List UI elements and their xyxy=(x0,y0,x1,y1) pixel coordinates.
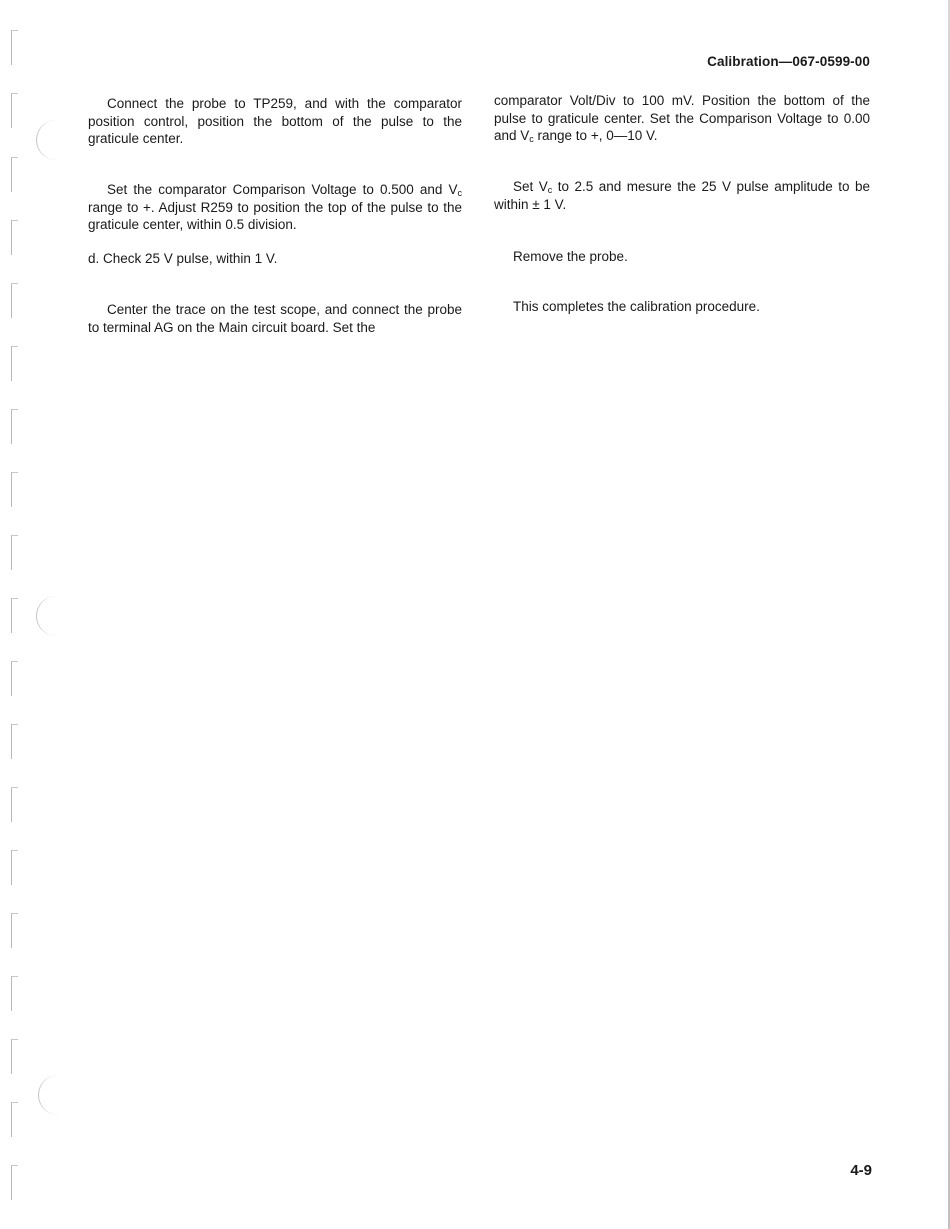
binder-mark xyxy=(11,283,18,318)
binder-mark xyxy=(11,93,18,128)
subscript: c xyxy=(529,134,534,144)
binder-mark xyxy=(11,661,18,696)
page-number: 4-9 xyxy=(850,1162,872,1179)
step-paragraph: Center the trace on the test scope, and connect the probe to terminal AG on the Main circuit board. Set the xyxy=(88,302,462,335)
binder-mark xyxy=(11,157,18,192)
check-step: d. Check 25 V pulse, within 1 V. xyxy=(88,251,278,266)
binder-mark xyxy=(11,1165,18,1200)
step-paragraph: comparator Volt/Div to 100 mV. Position the bottom of the pulse to graticule center. Set the Comparison Voltage to 0.00 and $V_c$ range to +, 0—10 V. xyxy=(494,93,870,144)
binder-mark xyxy=(11,724,18,759)
binder-hole xyxy=(36,596,77,636)
binder-mark xyxy=(11,1102,18,1137)
step-paragraph: Connect the probe to TP259, and with the comparator position control, position the bottom of the pulse to the graticule center. xyxy=(88,96,462,146)
binder-mark xyxy=(11,409,18,444)
subscript: c xyxy=(547,185,553,195)
step-paragraph: Set $V_c$ to 2.5 and mesure the 25 V pulse amplitude to be within ± 1 V. xyxy=(494,179,870,212)
step-paragraph: Remove the probe. xyxy=(513,249,628,264)
step-paragraph: Set the comparator Comparison Voltage to 0.500 and $V_c$ range to +. Adjust R259 to position the top of the pulse to the graticule center, within 0.5 division. xyxy=(88,182,462,232)
binder-mark xyxy=(11,913,18,948)
closing-paragraph: This completes the calibration procedure. xyxy=(513,299,760,314)
binder-mark xyxy=(11,598,18,633)
binder-mark xyxy=(11,850,18,885)
page-header: Calibration—067-0599-00 xyxy=(707,54,870,69)
subscript: c xyxy=(457,188,462,198)
binder-mark xyxy=(11,346,18,381)
binder-mark xyxy=(11,787,18,822)
binder-mark xyxy=(11,535,18,570)
binder-mark xyxy=(11,1039,18,1074)
binder-mark xyxy=(11,220,18,255)
binder-hole xyxy=(38,1075,79,1115)
binder-hole xyxy=(36,120,77,160)
binder-mark xyxy=(11,30,18,65)
binder-mark xyxy=(11,976,18,1011)
binder-mark xyxy=(11,472,18,507)
